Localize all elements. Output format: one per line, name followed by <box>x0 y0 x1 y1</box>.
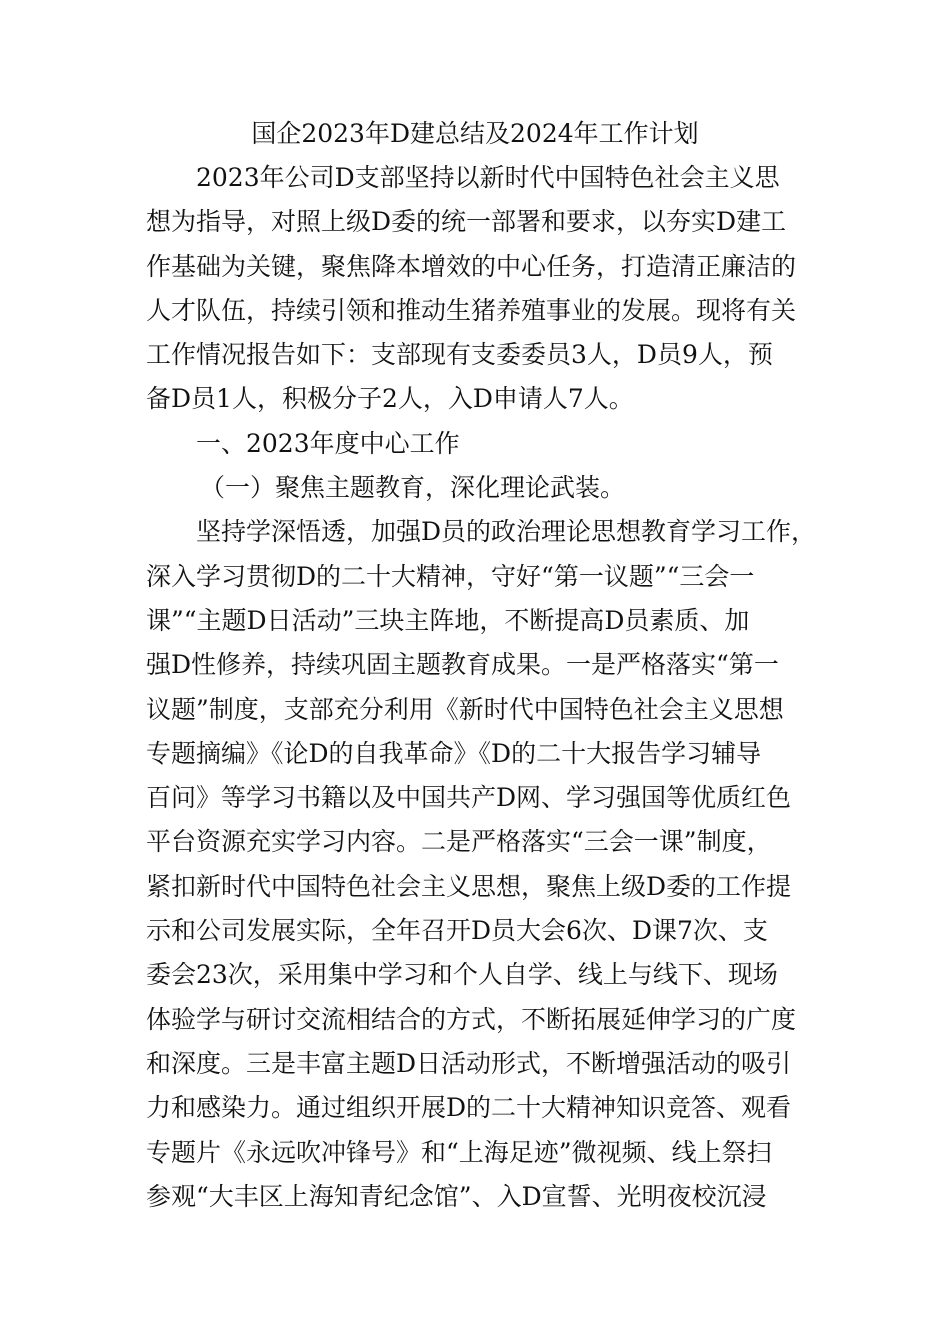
text-line: 2023年公司D支部坚持以新时代中国特色社会主义思 <box>196 163 780 192</box>
text-line: 作基础为关键，聚焦降本增效的中心任务，打造清正廉洁的 <box>146 251 797 281</box>
text-line: 示和公司发展实际，全年召开D员大会6次、D课7次、支 <box>146 916 768 946</box>
text-line: 一、2023年度中心工作 <box>196 428 460 458</box>
text-line: 坚持学深悟透，加强D员的政治理论思想教育学习工作， <box>196 517 817 547</box>
text-line: 平台资源充实学习内容。二是严格落实“三会一课”制度， <box>146 827 772 857</box>
text-line: 委会23次，采用集中学习和个人自学、线上与线下、现场 <box>146 960 778 990</box>
document-body <box>146 156 817 1219</box>
text-line: 和深度。三是丰富主题D日活动形式，不断增强活动的吸引 <box>146 1048 792 1078</box>
text-line: 紧扣新时代中国特色社会主义思想，聚焦上级D委的工作提 <box>146 871 792 901</box>
text-line: 参观“大丰区上海知青纪念馆”、入D宣誓、光明夜校沉浸 <box>146 1181 767 1211</box>
text-line: 专题摘编》《论D的自我革命》《D的二十大报告学习辅导 <box>146 738 762 768</box>
text-line: 力和感染力。通过组织开展D的二十大精神知识竞答、观看 <box>146 1093 792 1123</box>
paragraph-intro <box>146 156 806 422</box>
text-line: （一）聚焦主题教育，深化理论武装。 <box>200 473 626 503</box>
text-line: 工作情况报告如下：支部现有支委委员3人，D员9人，预 <box>146 340 773 370</box>
text-line: 人才队伍，持续引领和推动生猪养殖事业的发展。现将有关 <box>146 295 797 325</box>
text-line: 备D员1人，积极分子2人，入D申请人7人。 <box>146 384 634 414</box>
paragraph-subsection-1-body <box>146 510 817 1219</box>
text-line: 课”“主题D日活动”三块主阵地，不断提高D员素质、加 <box>146 605 750 635</box>
text-line: 百问》等学习书籍以及中国共产D网、学习强国等优质红色 <box>146 783 792 813</box>
document-title: 国企2023年D建总结及2024年工作计划 <box>251 119 699 148</box>
text-line: 深入学习贯彻D的二十大精神，守好“第一议题”“三会一 <box>146 561 755 591</box>
text-line: 体验学与研讨交流相结合的方式，不断拓展延伸学习的广度 <box>146 1004 797 1034</box>
paragraph-section-1-heading <box>146 422 806 466</box>
text-line: 议题”制度，支部充分利用《新时代中国特色社会主义思想 <box>146 694 784 724</box>
paragraph-subsection-1-heading <box>146 466 806 510</box>
text-line: 想为指导，对照上级D委的统一部署和要求，以夯实D建工 <box>146 207 787 237</box>
text-line: 专题片《永远吹冲锋号》和“上海足迹”微视频、线上祭扫 <box>146 1137 772 1167</box>
text-line: 强D性修养，持续巩固主题教育成果。一是严格落实“第一 <box>146 650 779 680</box>
